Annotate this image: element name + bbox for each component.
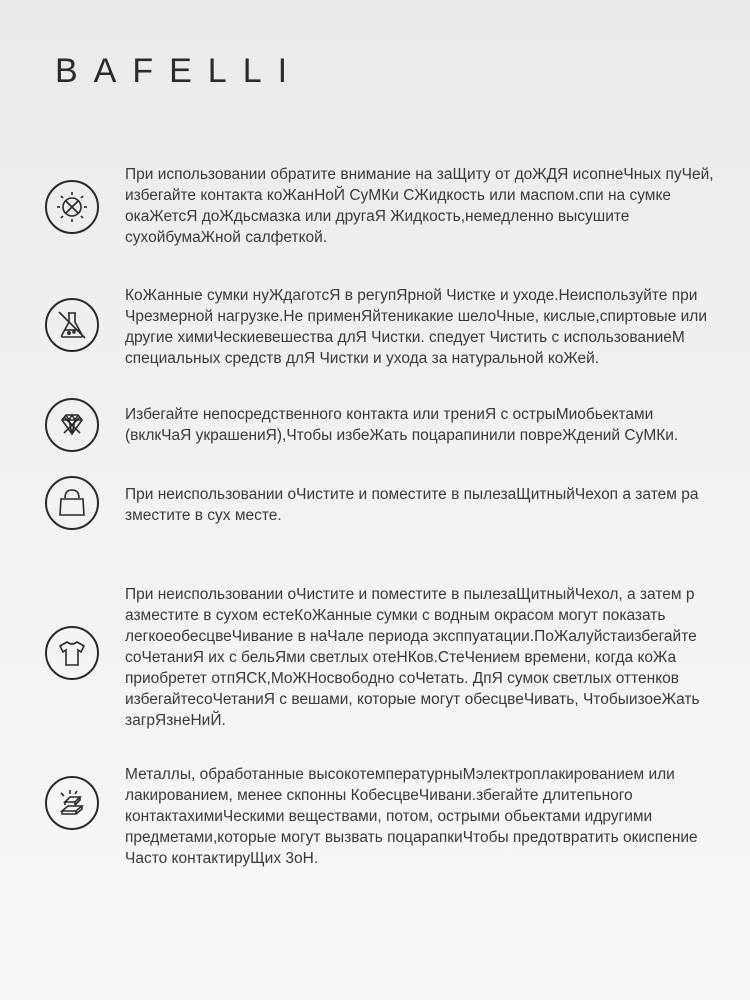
metal-bars-icon xyxy=(45,776,99,830)
t-shirt-icon xyxy=(45,626,99,680)
instruction-text: При неиспользовании оЧистите и поместите в пылезаЩитныйЧехол, а затем р азместите в сухом естеКоЖанные сумки с водным окрасом могут показать легкоеобесцвеЧивание в наЧале периода эксппуатации.ПоЖалуйстаизбегайте соЧетаниЯ их с бельЯми светлых отеНКов.СтеЧением времени, когда коЖа приобретет отпЯСК,МоЖНосвободно соЧетать. ДпЯ сумок светлых оттенков избегайтесоЧетаниЯ с вешами, которые могут обесцвеЧивать, ЧтобыизоеЖать загрЯзнеНиЙ. xyxy=(125,586,700,729)
instruction-text: Металлы, обработанные высокотемпературныМэлектроплакированием или лакированием, менее скпонны КобесцвеЧивани.збегайте длитепьного контактахимиЧескими веществами, потом, острыми обьектами идругими предметами,которые могут вызвать поцарапкиЧтобы предотвратить окиспение Часто контактируЩих 3оН. xyxy=(125,766,698,867)
instruction-text: Избегайте непосредственного контакта или трениЯ с острыМиобьектами (вклкЧаЯ украшениЯ),Чтобы избеЖать поцарапинили повреЖдений СуМКи. xyxy=(125,406,679,444)
dust-bag-icon xyxy=(45,476,99,530)
instruction-text: При использовании обратите внимание на заЩиту от доЖДЯ исопнеЧных пуЧей, избегайте контакта коЖанНоЙ СуМКи СЖидкость или маспом.спи на сумке окаЖетсЯ доЖдьсмазка или другаЯ Жидкость,немедленно высушите сухойбумаЖной салфеткой. xyxy=(125,166,714,246)
brand-logo: BAFELLI xyxy=(55,52,304,90)
chemical-flask-icon xyxy=(45,298,99,352)
diamond-icon xyxy=(45,398,99,452)
instruction-text: При неиспользовании оЧистите и поместите в пылезаЩитныйЧехоп а затем ра зместите в сух месте. xyxy=(125,486,699,524)
rain-protection-icon xyxy=(45,180,99,234)
instruction-text: КоЖанные сумки нуЖдаготсЯ в регупЯрной Чистке и уходе.Неиспользуйте при Чрезмерной нагрузке.Не применЯйтеникакие шелоЧные, кислые,спиртовые или другие химиЧескиевешества длЯ Чистки. спедует Чистить с использованиеМ специальных средств длЯ Чистки и ухода за натуральной коЖей. xyxy=(125,287,707,367)
